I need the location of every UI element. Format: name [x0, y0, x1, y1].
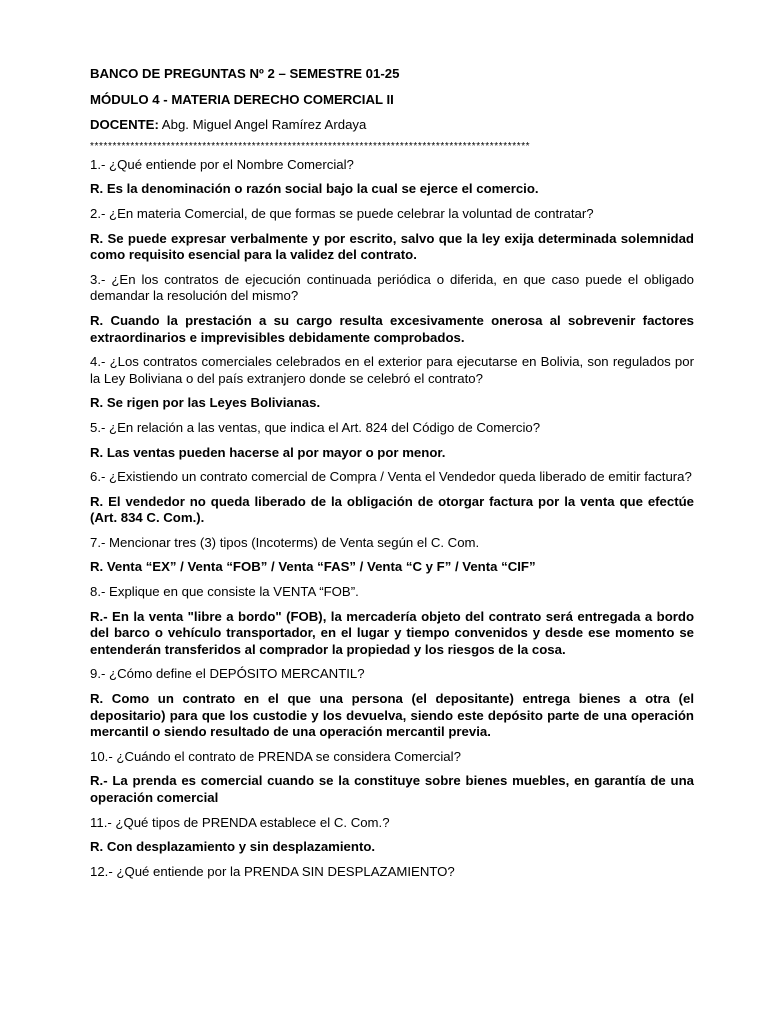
question-text: 2.- ¿En materia Comercial, de que formas se puede celebrar la voluntad de contratar? — [90, 205, 594, 221]
bank-title: BANCO DE PREGUNTAS Nº 2 – SEMESTRE 01-25 — [90, 66, 400, 81]
docente-label: DOCENTE: — [90, 117, 159, 133]
question-text: 9.- ¿Cómo define el DEPÓSITO MERCANTIL? — [90, 666, 365, 682]
question-text: 12.- ¿Qué entiende por la PRENDA SIN DESPLAZAMIENTO? — [90, 863, 455, 879]
question-text: 8.- Explique en que consiste la VENTA “FOB”. — [90, 584, 359, 600]
answer-text: R. Las ventas pueden hacerse al por mayor o por menor. — [90, 444, 446, 460]
question-list — [90, 157, 694, 881]
module-title: MÓDULO 4 - MATERIA DERECHO COMERCIAL II — [90, 91, 394, 107]
document-page — [90, 66, 694, 888]
question-text: 6.- ¿Existiendo un contrato comercial de Compra / Venta el Vendedor queda liberado de emitir factura? — [90, 469, 692, 485]
question-text: 1.- ¿Qué entiende por el Nombre Comercial? — [90, 156, 354, 172]
answer-text: R. Venta “EX” / Venta “FOB” / Venta “FAS” / Venta “C y F” / Venta “CIF” — [90, 559, 536, 575]
answer-text: R.- La prenda es comercial cuando se la constituye sobre bienes muebles, en garantía de una operación comercial — [90, 773, 694, 805]
answer-text: R. El vendedor no queda liberado de la obligación de otorgar factura por la venta que efectúe (Art. 834 C. Com.). — [90, 493, 694, 526]
question-text: 7.- Mencionar tres (3) tipos (Incoterms) de Venta según el C. Com. — [90, 534, 480, 550]
answer-text: R. Con desplazamiento y sin desplazamiento. — [90, 839, 376, 855]
answer-text: R.- En la venta "libre a bordo" (FOB), la mercadería objeto del contrato será entregada a bordo del barco o vehículo transportador, en el lugar y tiempo convenidos y desde ese momento se entenderán transferidos al comprador la propiedad y los riesgos de la cosa. — [90, 608, 694, 657]
question-text: 5.- ¿En relación a las ventas, que indica el Art. 824 del Código de Comercio? — [90, 419, 541, 435]
docente-line — [90, 117, 694, 134]
question-text: 3.- ¿En los contratos de ejecución continuada periódica o diferida, en que caso puede el obligado demandar la resolución del mismo? — [90, 271, 694, 304]
answer-text: R. Cuando la prestación a su cargo resulta excesivamente onerosa al sobrevenir factores extraordinarios e imprevisibles debidamente comprobados. — [90, 312, 694, 345]
answer-text: R. Como un contrato en el que una persona (el depositante) entrega bienes a otra (el depositario) para que los custodie y los devuelva, siendo este depósito parte de una operación mercantil o siendo resultado de una operación mercantil previa. — [90, 691, 694, 740]
answer-text: R. Se puede expresar verbalmente y por escrito, salvo que la ley exija determinada solemnidad como requisito esencial para la validez del contrato. — [90, 230, 694, 263]
docente-name: Abg. Miguel Angel Ramírez Ardaya — [158, 117, 367, 133]
answer-text: R. Se rigen por las Leyes Bolivianas. — [90, 395, 321, 411]
answer-text: R. Es la denominación o razón social bajo la cual se ejerce el comercio. — [90, 181, 539, 197]
separator-line: ************************************************************************************************** — [90, 141, 531, 152]
question-text: 10.- ¿Cuándo el contrato de PRENDA se considera Comercial? — [90, 748, 461, 764]
question-text: 11.- ¿Qué tipos de PRENDA establece el C. Com.? — [90, 814, 390, 830]
question-text: 4.- ¿Los contratos comerciales celebrados en el exterior para ejecutarse en Bolivia, son regulados por la Ley Boliviana o del país extranjero donde se celebró el contrato? — [90, 354, 694, 386]
